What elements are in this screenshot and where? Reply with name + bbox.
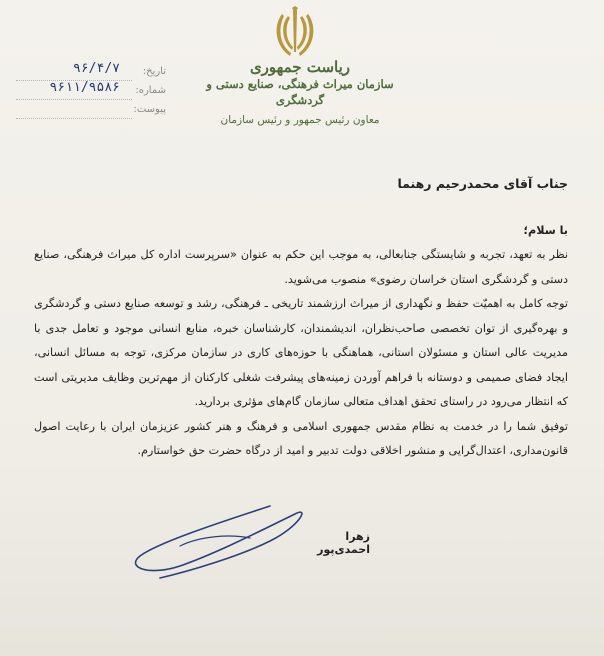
org-name: سازمان میراث فرهنگی، صنایع دستی و گردشگری (206, 77, 394, 107)
paragraph-duties: توجه کامل به اهمیّت حفظ و نگهداری از میراث ارزشمند تاریخی ـ فرهنگی، رشد و توسعه صنایع دستی و گردشگری و بهره‌گیری از توان تخصصی صاحب‌نظران، اندیشمندان، کارشناسان خبره، منابع انسانی موجود و تعامل جدی با مدیریت عالی استان و مسئولان استانی، هماهنگی با حوزه‌های کاری در سازمان مرکزی، توجه به مسائل انسانی، ایجاد فضای صمیمی و دوستانه با فراهم آوردن زمینه‌های پیشرفت شغلی کارکنان از مهم‌ترین وظایف مدیریتی است که انتظار می‌رود در راستای تحقق اهداف متعالی سازمان گام‌های مؤثری بردارید. (34, 297, 568, 408)
handwritten-signature-icon (120, 486, 320, 586)
iran-emblem-icon (272, 6, 318, 60)
date-label: تاریخ: (142, 66, 166, 77)
attachment-line (16, 118, 132, 119)
organization-header (200, 58, 400, 130)
letter-meta (6, 61, 166, 121)
paragraph-closing: توفیق شما را در خدمت به نظام مقدس جمهوری اسلامی و فرهنگ و هنر کشور عزیزمان ایران با رعایت اصول قانون‌مداری، اعتدال‌گرایی و منشور اخلاقی دولت تدبیر و امید از درگاه حضرت حق خواستارم. (34, 419, 568, 457)
attachment-row (6, 102, 166, 121)
number-value: ۹۶۱۱/۹۵۸۶ (49, 80, 120, 95)
paragraph-appointment: نظر به تعهد، تجربه و شایستگی جنابعالی، به موجب این حکم به عنوان «سرپرست اداره کل میراث فرهنگی، صنایع دستی و گردشگری استان خراسان رضوی» منصوب می‌شوید. (34, 248, 568, 286)
letter-body (34, 172, 568, 464)
org-position: معاون رئیس جمهور و رئیس سازمان (220, 114, 380, 126)
number-row (6, 80, 166, 102)
signer-name: زهرا احمدی‌پور (317, 530, 370, 556)
attachment-label: پیوست: (133, 104, 166, 115)
org-title: ریاست جمهوری (249, 58, 351, 76)
addressee: جناب آقای محمدرحیم رهنما (397, 176, 568, 191)
date-value: ۹۶/۴/۷ (73, 61, 120, 76)
number-label: شماره: (135, 85, 166, 96)
greeting: با سلام؛ (523, 223, 568, 237)
number-line (16, 99, 132, 100)
